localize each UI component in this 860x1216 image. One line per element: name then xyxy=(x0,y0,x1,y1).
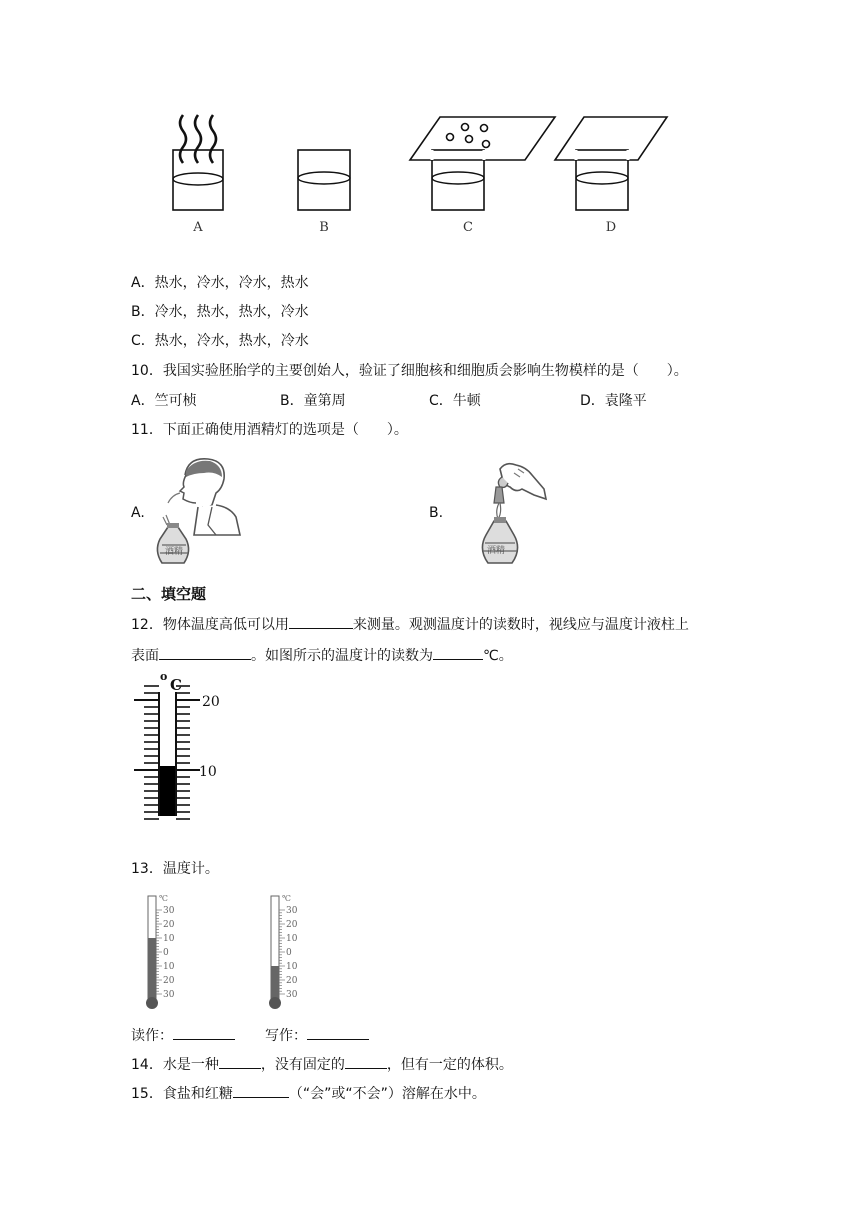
option-letter: C． xyxy=(131,333,155,349)
option-letter: D． xyxy=(580,393,605,409)
thermo-bulb xyxy=(269,997,281,1009)
alcohol-lamp-capping-image[interactable] xyxy=(460,455,550,570)
option-letter: B． xyxy=(131,304,155,320)
thermo-tick-label: 0 xyxy=(286,948,292,958)
option-text: 冷水，热水，热水，冷水 xyxy=(154,304,309,320)
q14-text-a: 14．水是一种 xyxy=(131,1057,219,1073)
section-title: 二、填空题 xyxy=(131,585,207,603)
read-label: 读作： xyxy=(131,1028,173,1044)
option-letter: A． xyxy=(131,393,155,409)
q10-option-b[interactable] xyxy=(280,391,346,411)
thermo-tick-label: 30 xyxy=(163,906,175,916)
cup-label-c: C xyxy=(463,220,473,235)
thermo-tick-label: 30 xyxy=(286,990,298,1000)
alcohol-lamp-blowing-image[interactable] xyxy=(150,455,245,570)
thermo-unit: ℃ xyxy=(282,894,291,903)
q13-stem: 13．温度计。 xyxy=(131,861,219,877)
thermo-unit-c: C xyxy=(170,676,182,694)
thermo-liquid xyxy=(160,766,175,816)
q12-blank-3[interactable] xyxy=(433,645,483,660)
q13-thermometer-2 xyxy=(263,890,323,1012)
q13-answer-line xyxy=(131,1025,369,1046)
q9-option-c[interactable] xyxy=(131,331,309,351)
q12-blank-1[interactable] xyxy=(289,614,353,629)
q15-text-b: （“会”或“不会”）溶解在水中。 xyxy=(288,1086,486,1102)
q10-stem: 10．我国实验胚胎学的主要创始人，验证了细胞核和细胞质会影响生物模样的是（ ）。 xyxy=(131,363,688,379)
q12-thermometer xyxy=(130,668,230,823)
cup-d xyxy=(555,117,667,210)
q15-blank[interactable] xyxy=(233,1083,289,1098)
option-letter: C． xyxy=(429,393,453,409)
q14-blank-2[interactable] xyxy=(345,1054,387,1069)
read-blank[interactable] xyxy=(173,1025,235,1040)
thermo-liquid xyxy=(271,966,279,1000)
cup-c xyxy=(410,117,555,210)
q9-option-a[interactable] xyxy=(131,273,309,293)
thermo-tick-label: 10 xyxy=(163,934,175,944)
cups-figure xyxy=(150,105,680,245)
q11-option-b-letter[interactable]: B. xyxy=(429,505,444,521)
q10-option-d[interactable] xyxy=(580,391,647,411)
thermo-tick-label: 20 xyxy=(163,976,175,986)
cup-label-d: D xyxy=(605,220,617,235)
option-text: 袁隆平 xyxy=(604,393,647,409)
option-text: 童第周 xyxy=(303,393,346,409)
thermo-tick-label: 0 xyxy=(163,948,169,958)
q15-line xyxy=(131,1083,486,1104)
q12-text-e: ℃。 xyxy=(483,648,513,664)
q12-text-b: 来测量。观测温度计的读数时，视线应与温度计液柱上 xyxy=(352,617,689,633)
q11-option-a-letter[interactable]: A. xyxy=(131,505,145,521)
thermo-tick-label: 20 xyxy=(286,920,298,930)
tick-label-20: 20 xyxy=(202,694,220,710)
thermo-tick-label: 30 xyxy=(286,906,298,916)
thermo-tick-label: 20 xyxy=(286,976,298,986)
thermo-unit-o: o xyxy=(160,670,168,683)
option-text: 热水，冷水，冷水，热水 xyxy=(154,275,309,291)
cup-a xyxy=(173,115,223,210)
q15-text-a: 15．食盐和红糖 xyxy=(131,1086,233,1102)
option-text: 牛顿 xyxy=(452,393,481,409)
q13-thermometer-1-scale xyxy=(146,894,175,1009)
thermo-liquid xyxy=(148,938,156,1000)
q10-option-c[interactable] xyxy=(429,391,481,411)
write-blank[interactable] xyxy=(307,1025,369,1040)
write-label: 写作： xyxy=(265,1028,307,1044)
tick-label-10: 10 xyxy=(199,764,217,780)
svg-text:酒精: 酒精 xyxy=(165,547,184,557)
thermo-tick-label: 30 xyxy=(163,990,175,1000)
cup-b xyxy=(298,150,350,210)
thermo-tick-label: 10 xyxy=(163,962,175,972)
q14-line xyxy=(131,1054,513,1075)
q12-line2 xyxy=(131,645,513,666)
option-letter: B． xyxy=(280,393,304,409)
option-text: 热水，冷水，热水，冷水 xyxy=(154,333,309,349)
q14-text-c: ，但有一定的体积。 xyxy=(386,1057,513,1073)
option-letter: A． xyxy=(131,275,155,291)
q13-thermometer-2-scale xyxy=(269,894,298,1009)
thermo-tick-label: 10 xyxy=(286,962,298,972)
thermo-tick-label: 10 xyxy=(286,934,298,944)
thermo-tick-label: 20 xyxy=(163,920,175,930)
thermo-bulb xyxy=(146,997,158,1009)
thermo-unit: ℃ xyxy=(159,894,168,903)
q14-blank-1[interactable] xyxy=(219,1054,261,1069)
option-text: 竺可桢 xyxy=(154,393,197,409)
cup-label-b: B xyxy=(319,220,329,235)
q12-text-c: 表面 xyxy=(131,648,159,664)
q12-text-d: 。如图所示的温度计的读数为 xyxy=(251,648,433,664)
svg-text:酒精: 酒精 xyxy=(487,546,506,556)
q13-thermometer-1 xyxy=(140,890,200,1012)
q12-text-a: 12．物体温度高低可以用 xyxy=(131,617,289,633)
q9-option-b[interactable] xyxy=(131,302,309,322)
q12-line1 xyxy=(131,614,689,635)
q10-option-a[interactable] xyxy=(131,391,197,411)
cup-label-a: A xyxy=(193,220,203,235)
q11-stem: 11．下面正确使用酒精灯的选项是（ ）。 xyxy=(131,422,408,438)
q14-text-b: ，没有固定的 xyxy=(260,1057,345,1073)
q12-blank-2[interactable] xyxy=(159,645,251,660)
